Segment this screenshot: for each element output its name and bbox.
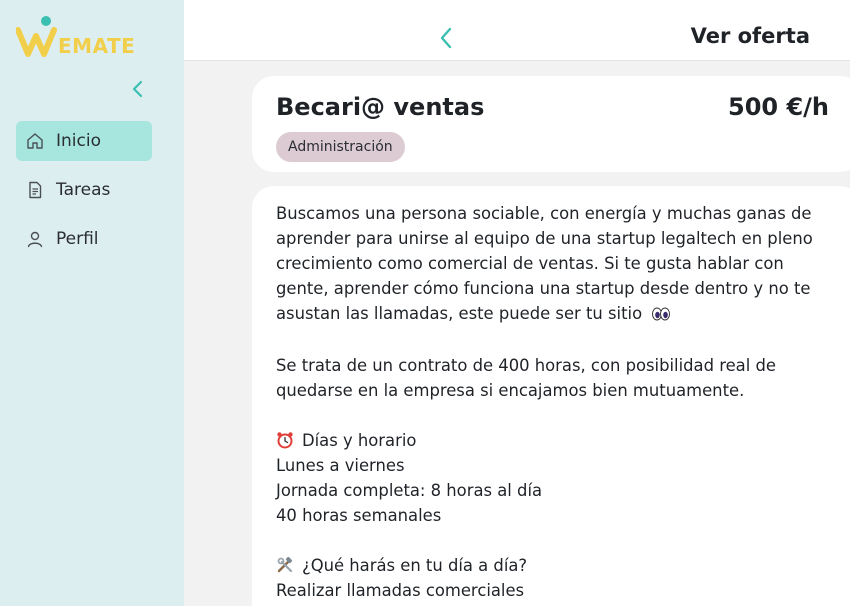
- sidebar-item-perfil[interactable]: [16, 219, 152, 259]
- sidebar-item-tareas[interactable]: [16, 170, 152, 210]
- description-paragraph: Se trata de un contrato de 400 horas, con posibilidad real de quedarse en la empresa si encajamos bien mutuamente.: [276, 356, 776, 400]
- back-button[interactable]: [434, 26, 458, 50]
- sidebar: [0, 0, 184, 606]
- app-logo[interactable]: [16, 14, 156, 62]
- alarm-clock-icon: [276, 431, 294, 449]
- schedule-line: Jornada completa: 8 horas al día: [276, 481, 543, 500]
- description-paragraph: [276, 201, 836, 328]
- collapse-sidebar-button[interactable]: [126, 78, 148, 100]
- home-icon: [26, 132, 44, 150]
- chevron-left-icon: [439, 27, 453, 49]
- schedule-heading: [276, 428, 836, 453]
- sidebar-item-label: Perfil: [56, 229, 99, 249]
- logo-mark-icon: [16, 14, 60, 60]
- description-text: Buscamos una persona sociable, con energía y muchas ganas de aprender para unirse al equipo de una startup legaltech en pleno crecimiento como comercial de ventas. Si te gusta hablar con gente, aprender cómo funciona una startup desde dentro y no te asustan las llamadas, este puede ser tu sitio: [276, 204, 813, 323]
- task-line: Realizar llamadas comerciales: [276, 581, 525, 600]
- chevron-left-icon: [131, 80, 143, 98]
- user-icon: [26, 230, 44, 248]
- schedule-line: Lunes a viernes: [276, 456, 405, 475]
- sidebar-item-inicio[interactable]: [16, 121, 152, 161]
- page-title: Ver oferta: [690, 24, 810, 48]
- offer-description: [276, 201, 836, 603]
- offer-rate: 500 €/h: [728, 93, 830, 121]
- eyes-emoji-icon: [651, 303, 671, 328]
- offer-header-card: [252, 76, 850, 172]
- tasks-heading-text: ¿Qué harás en tu día a día?: [302, 556, 528, 575]
- offer-title: Becari@ ventas: [276, 93, 485, 121]
- top-header: [184, 0, 850, 61]
- category-tag: Administración: [276, 132, 405, 162]
- hammer-and-wrench-icon: [276, 556, 294, 574]
- tasks-heading: [276, 553, 836, 578]
- schedule-line: 40 horas semanales: [276, 506, 442, 525]
- sidebar-item-label: Tareas: [56, 180, 111, 200]
- logo-text: EMATE: [58, 34, 136, 58]
- schedule-heading-text: Días y horario: [302, 431, 417, 450]
- offer-description-card: [252, 186, 850, 606]
- sidebar-nav: [16, 121, 152, 268]
- document-icon: [26, 181, 44, 199]
- sidebar-item-label: Inicio: [56, 131, 101, 151]
